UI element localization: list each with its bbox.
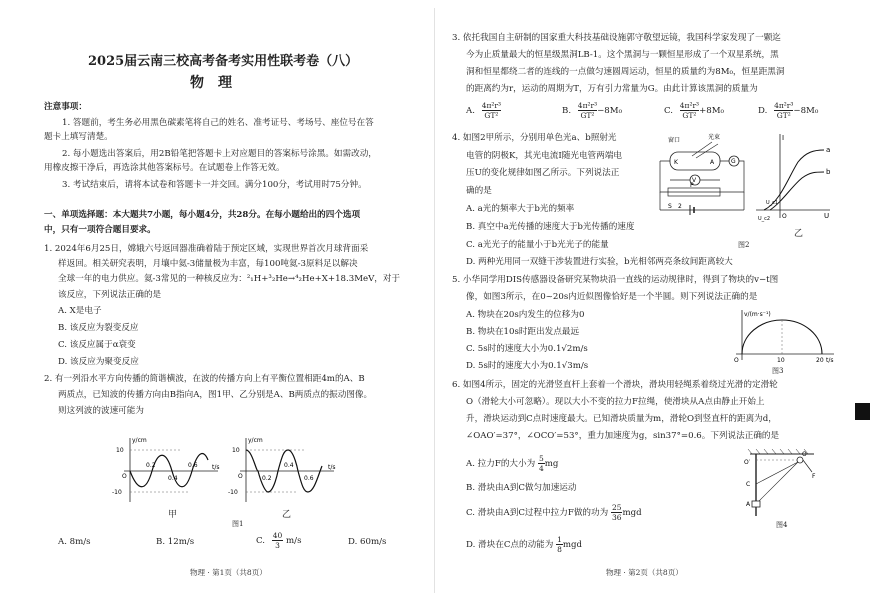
tick-label: 0.6	[304, 475, 314, 482]
option-label: C.	[256, 536, 266, 546]
option-text: C. 5s时的速度大小为0.1√2m/s	[466, 344, 588, 354]
option-frac: C. 滑块由A到C过程中拉力F做的功为 $\frac{25}{36}$ mgd	[466, 503, 642, 522]
edge-marker	[855, 403, 870, 420]
svg-text:窗口: 窗口	[668, 137, 681, 144]
option-text: A. X是电子	[58, 306, 102, 316]
exam-title: 2025届云南三校高考备考实用性联考卷（八）	[88, 54, 359, 69]
photoelectric-circuit-diagram	[650, 130, 750, 230]
wave-graph-yi	[226, 436, 346, 506]
question-text: 该反应，下列说法正确的是	[58, 290, 162, 300]
svg-text:U: U	[824, 212, 830, 220]
svg-text:v/(m·s⁻¹): v/(m·s⁻¹)	[744, 311, 771, 318]
question-text: ∠OAO′=37°，∠OCO′=53°，重力加速度为g，sin37°=0.6。下列说法正确的是	[466, 431, 780, 441]
svg-text:a: a	[826, 146, 831, 154]
figure-caption: 图4	[776, 521, 788, 529]
svg-text:20: 20	[816, 357, 824, 364]
question-text: 确的是	[466, 186, 492, 196]
option-text: C. 该反应属于α衰变	[58, 340, 136, 350]
question-text: 4. 如图2甲所示，分别用单色光a、b照射光	[452, 133, 617, 143]
svg-text:C: C	[746, 481, 751, 488]
option-text: D. 两种光用同一双缝干涉装置进行实验，b光相邻两亮条纹间距离较大	[466, 257, 733, 267]
question-text: 电管的阴极K，其光电流I随光电管两端电	[466, 151, 622, 161]
option-frac: D. $\frac{\text{4π²r³}}{\text{GT²}}$ −8M₀	[758, 101, 819, 120]
option-frac: B. $\frac{\text{4π²r³}}{\text{GT²}}$ −8M₀	[562, 101, 623, 120]
option-text: B. 物块在10s时距出发点最远	[466, 327, 580, 337]
svg-text:S: S	[668, 203, 672, 210]
option-text: B. 该反应为裂变反应	[58, 323, 139, 333]
exam-subject: 物 理	[190, 75, 232, 91]
svg-text:U_c1: U_c1	[766, 200, 779, 206]
tick-label: 0.6	[188, 462, 198, 469]
svg-text:P: P	[690, 182, 694, 189]
tick-label: 10	[232, 447, 240, 454]
question-text: 洞和恒星都绕二者的连线的一点做匀速圆周运动，恒星的质量约为8M₀，恒星距黑洞	[466, 67, 785, 77]
tick-label: O	[122, 473, 127, 480]
question-text: 今为止质量最大的恒星级黑洞LB-1。这个黑洞与一颗恒星形成了一个双星系统，黑	[466, 50, 779, 60]
page-footer: 物理 · 第2页（共8页）	[606, 568, 683, 577]
svg-text:A: A	[746, 501, 751, 508]
svg-text:K: K	[674, 159, 678, 166]
tick-label: 10	[116, 447, 124, 454]
tick-label: -10	[228, 489, 238, 496]
pulley-rod-diagram	[742, 446, 818, 518]
svg-text:2: 2	[678, 203, 682, 210]
notice-line: 用橡皮擦干净后，再选涂其他答案标号。在试题卷上作答无效。	[44, 163, 285, 173]
option-unit: m/s	[286, 536, 302, 546]
svg-text:光束: 光束	[708, 134, 721, 141]
svg-text:I: I	[782, 134, 785, 142]
question-text: 升，滑块运动到C点时速度最大。已知滑块质量为m，滑轮O到竖直杆的距离为d，	[466, 414, 777, 424]
question-text: 2. 有一列沿水平方向传播的简谐横波，在波的传播方向上有平衡位置相距4m的A、B	[44, 374, 365, 384]
notice-line: 1. 答题前，考生务必用黑色碳素笔将自己的姓名、准考证号、考场号、座位号在答	[62, 118, 374, 128]
axis-label: y/cm	[132, 437, 147, 444]
tick-label: O	[238, 473, 243, 480]
notice-heading: 注意事项：	[44, 102, 87, 112]
question-text: 像，如图3所示，在0~20s内近似图像恰好是一个半圆。则下列说法正确的是	[466, 292, 758, 302]
svg-text:O: O	[782, 213, 787, 220]
figure-caption: 图2	[738, 241, 750, 249]
fraction-denominator: 3	[275, 541, 280, 550]
tick-label: 0.4	[284, 462, 294, 469]
figure-subcaption: 乙	[282, 510, 292, 520]
section-heading: 中，只有一项符合题目要求。	[44, 225, 156, 235]
notice-line: 题卡上填写清楚。	[44, 132, 113, 142]
tick-label: 0.2	[262, 475, 272, 482]
question-text: 5. 小华同学用DIS传感器设备研究某物块沿一直线的运动规律时，得到了物块的v−t图	[452, 275, 779, 285]
question-text: 两质点，已知波的传播方向由B指向A，图1甲、乙分别是A、B两质点的振动图像。	[58, 390, 373, 400]
svg-text:O: O	[734, 357, 739, 364]
option-text: A. 8m/s	[58, 537, 91, 547]
column-divider	[434, 8, 435, 593]
option-text	[256, 531, 302, 550]
question-text: 则这列波的波速可能为	[58, 406, 144, 416]
svg-text:V: V	[692, 177, 697, 184]
question-text: 的距离约为r，运动的周期为T，万有引力常量为G。由此计算该黑洞的质量为	[466, 84, 758, 94]
svg-text:G: G	[731, 158, 736, 165]
current-voltage-graph	[754, 132, 832, 222]
option-text: D. 60m/s	[348, 537, 387, 547]
option-text: D. 5s时的速度大小为0.1√3m/s	[466, 361, 589, 371]
svg-text:t/s: t/s	[826, 357, 834, 364]
option-text: A. 物块在20s内发生的位移为0	[466, 310, 585, 320]
tick-label: -10	[112, 489, 122, 496]
figure-subcaption: 乙	[794, 229, 804, 239]
notice-line: 3. 考试结束后，请将本试卷和答题卡一并交回。满分100分，考试用时75分钟。	[62, 180, 367, 190]
question-text: 1. 2024年6月25日，嫦娥六号返回器准确着陆于预定区域，实现世界首次月球背面采	[44, 244, 369, 254]
figure-subcaption: 甲	[168, 510, 178, 520]
option-text: B. 滑块由A到C做匀加速运动	[466, 483, 577, 493]
slider-block	[752, 501, 760, 507]
svg-text:U_c2: U_c2	[758, 216, 771, 222]
curve-b	[770, 172, 824, 210]
tick-label: 0.2	[146, 462, 156, 469]
axis-label: y/cm	[248, 437, 263, 444]
fraction-numerator: 40	[272, 531, 283, 540]
question-text: 3. 依托我国自主研制的国家重大科技基础设施郭守敬望远镜，我国科学家发现了一颗迄	[452, 33, 781, 43]
svg-text:O: O	[802, 451, 807, 458]
question-text: 全球一年的电力供应。氦-3常见的一种核反应为：²₁H+³₂He→⁴₂He+X+18.3MeV，对于	[58, 274, 401, 284]
question-text: 压U的变化规律如图乙所示。下列说法正	[466, 168, 620, 178]
svg-text:F: F	[812, 473, 816, 480]
option-frac: D. 滑块在C点的动能为 $\frac{1}{8}$ mgd	[466, 535, 583, 554]
axis-label: t/s	[328, 464, 336, 471]
question-text: 6. 如图4所示，固定的光滑竖直杆上套着一个滑块，滑块用轻绳系着绕过光滑的定滑轮	[452, 380, 778, 390]
figure-caption: 图1	[232, 520, 244, 528]
option-frac: C. $\frac{\text{4π²r³}}{\text{GT²}}$ +8M₀	[664, 101, 724, 120]
axis-label: t/s	[212, 464, 220, 471]
notice-line: 2. 每小题选出答案后，用2B铅笔把答题卡上对应题目的答案标号涂黑。如需改动，	[62, 149, 377, 159]
wave-graph-jia	[110, 436, 230, 506]
svg-text:A: A	[710, 159, 715, 166]
svg-text:10: 10	[777, 357, 785, 364]
option-text: A. a光的频率大于b光的频率	[466, 204, 575, 214]
option-text: D. 该反应为聚变反应	[58, 357, 139, 367]
figure-caption: 图3	[772, 367, 784, 375]
option-text: C. a光光子的能量小于b光光子的能量	[466, 240, 609, 250]
question-text: 样返回。相关研究表明，月壤中氦-3储量极为丰富，每100吨氦-3原料足以解决	[58, 259, 358, 269]
option-text: B. 真空中a光传播的速度大于b光传播的速度	[466, 222, 635, 232]
svg-text:O′: O′	[744, 459, 751, 466]
question-text: O（滑轮大小可忽略）。现以大小不变的拉力F拉绳，使滑块从A点由静止开始上	[466, 397, 765, 407]
svg-text:b: b	[826, 168, 831, 176]
velocity-time-graph	[722, 308, 842, 364]
option-frac: A. $\frac{\text{4π²r³}}{\text{GT²}}$	[466, 101, 501, 120]
option-text: B. 12m/s	[156, 537, 195, 547]
section-heading: 一、单项选择题：本大题共7小题，每小题4分，共28分。在每小题给出的四个选项	[44, 210, 361, 220]
tick-label: 0.4	[168, 475, 178, 482]
option-frac: A. 拉力F的大小为 $\frac{5}{4}$ mg	[466, 454, 559, 473]
page-footer: 物理 · 第1页（共8页）	[190, 568, 267, 577]
